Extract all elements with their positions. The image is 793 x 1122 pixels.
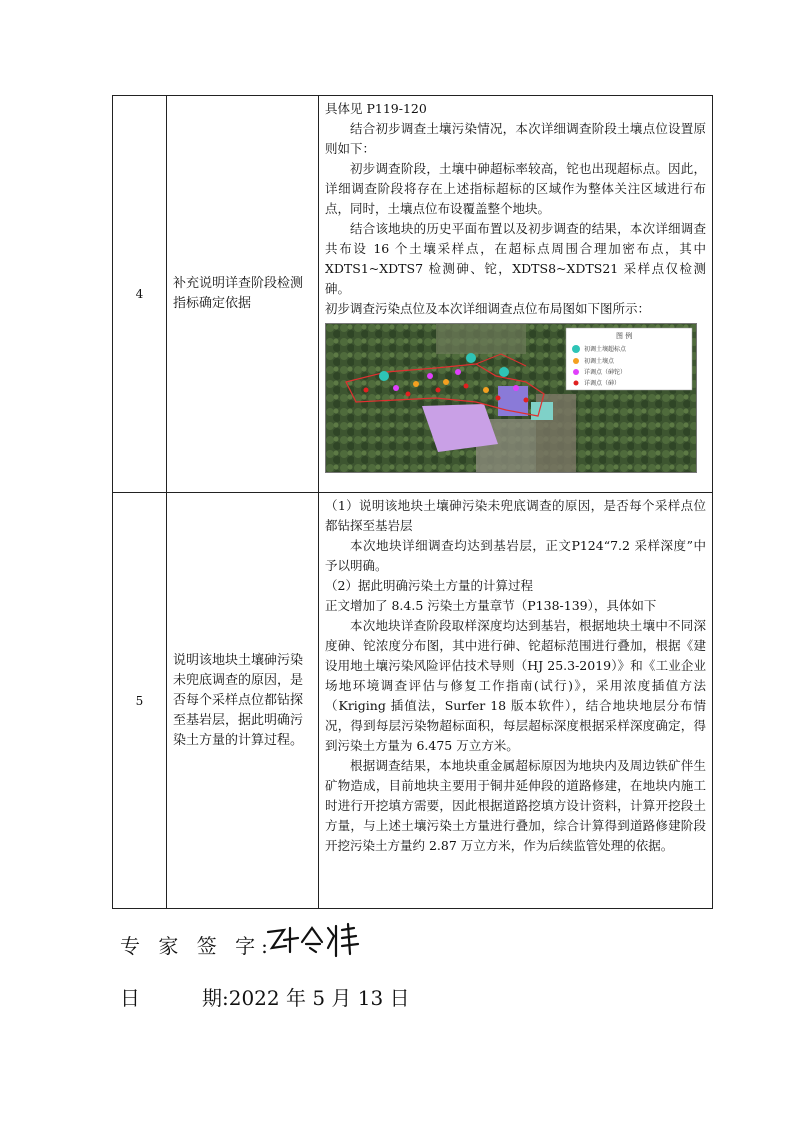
map-legend-label: 初调土壤点 xyxy=(584,358,615,365)
response-paragraph: 本次地块详查阶段取样深度均达到基岩，根据地块土壤中不同深度砷、铊浓度分布图，其中进行砷、铊超标范围进行叠加，根据《建设用地土壤污染风险评估技术导则（HJ 25.3-2019）》和《工业企业场地环境调查评估与修复工作指南(试行)》，采用浓度插值方法（Kriging 插值法，Surfer 18 版本软件），结合地块地层分布情况，得到每层污染物超标面积，每层超标深度根据采样深度确定，得到污染土方量为 6.475 万立方米。 xyxy=(325,618,706,753)
map-legend-label: 初调土壤超标点 xyxy=(584,346,627,353)
response-paragraph: 具体见 P119-120 xyxy=(325,101,427,116)
review-item: 说明该地块土壤砷污染未兜底调查的原因，是否每个采样点位都钻探至基岩层，据此明确污染土方量的计算过程。 xyxy=(167,493,319,909)
map-legend-title: 图 例 xyxy=(616,332,633,340)
date-label: 日 xyxy=(120,986,140,1010)
expert-signature-label: 专 家 签 字: xyxy=(120,934,274,958)
table-row xyxy=(113,493,713,909)
handwritten-signature xyxy=(262,918,372,962)
response-paragraph: 结合初步调查土壤污染情况，本次详细调查阶段土壤点位设置原则如下： xyxy=(325,121,706,156)
response-paragraph: 根据调查结果，本地块重金属超标原因为地块内及周边铁矿伴生矿物造成，目前地块主要用于铜井延伸段的道路修建，在地块内施工时进行开挖填方需要，因此根据道路挖填方设计资料，计算开挖段土方量，与上述土壤污染土方量进行叠加，综合计算得到道路修建阶段开挖污染土方量约 2.87 万立方米，作为后续监管处理的依据。 xyxy=(325,758,706,853)
response-paragraph: 初步调查阶段，土壤中砷超标率较高，铊也出现超标点。因此，详细调查阶段将存在上述指标超标的区域作为整体关注区域进行布点，同时，土壤点位布设覆盖整个地块。 xyxy=(325,161,706,216)
map-legend-label: 详调点（砷） xyxy=(584,380,621,387)
table-row xyxy=(113,96,713,493)
review-item: 补充说明详查阶段检测指标确定依据 xyxy=(167,96,319,493)
response-paragraph: 正文增加了 8.4.5 污染土方量章节（P138-139），具体如下 xyxy=(325,598,657,613)
response-paragraph: 结合该地块的历史平面布置以及初步调查的结果，本次详细调查共布设 16 个土壤采样点，在超标点周围合理加密布点，其中 XDTS1~XDTS7 检测砷、铊，XDTS8~XDTS21 采样点仅检测砷。 xyxy=(325,221,706,296)
map-legend-label: 详调点（砷铊） xyxy=(584,369,627,376)
row-number: 4 xyxy=(113,96,167,493)
review-table xyxy=(112,95,713,909)
response-paragraph: 本次地块详细调查均达到基岩层，正文P124“7.2 采样深度”中予以明确。 xyxy=(325,538,706,573)
row-number: 5 xyxy=(113,493,167,909)
date-line xyxy=(120,982,410,1011)
response-cell xyxy=(319,96,713,493)
sampling-map-graphic xyxy=(326,324,696,472)
response-paragraph: （2）据此明确污染土方量的计算过程 xyxy=(325,578,533,593)
response-paragraph: 初步调查污染点位及本次详细调查点位布局图如下图所示： xyxy=(325,301,651,316)
response-cell xyxy=(319,493,713,909)
sampling-map-image xyxy=(325,323,697,473)
response-paragraph: （1）说明该地块土壤砷污染未兜底调查的原因，是否每个采样点位都钻探至基岩层 xyxy=(325,498,706,533)
date-value: 期:2022 年 5 月 13 日 xyxy=(202,986,410,1010)
